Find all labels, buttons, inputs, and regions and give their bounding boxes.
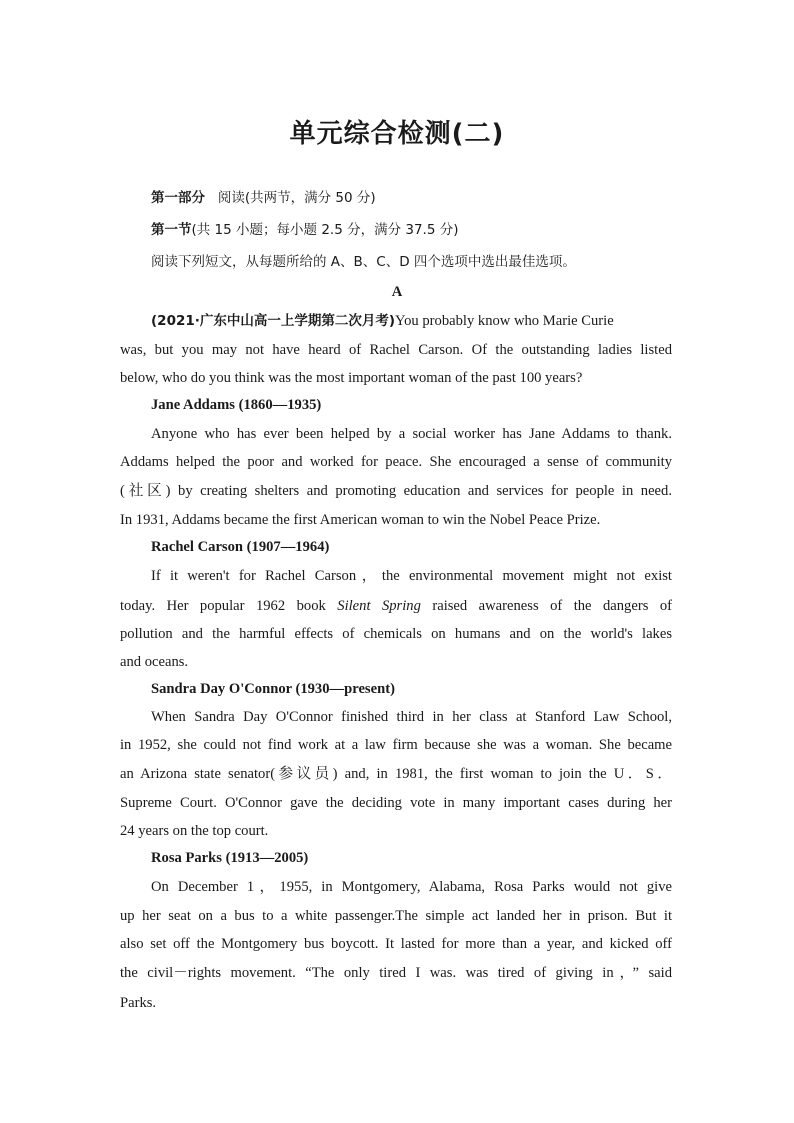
section-label: 第一节: [151, 222, 192, 238]
paragraph-line: the civil－rights movement. “The only tired I was. was tired of giving in，” said: [120, 965, 672, 981]
paragraph-line: Anyone who has ever been helped by a social worker has Jane Addams to thank.: [151, 426, 672, 442]
part-heading: [151, 188, 672, 208]
person-heading: Rachel Carson (1907—1964): [151, 539, 330, 555]
paragraph-line: Addams helped the poor and worked for peace. She encouraged a sense of community: [120, 454, 672, 470]
paragraph-line: Parks.: [120, 995, 157, 1011]
paragraph-line: in 1952, she could not find work at a law firm because she was a woman. She became: [120, 737, 672, 753]
paragraph-line: up her seat on a bus to a white passenger.The simple act landed her in prison. But it: [120, 908, 672, 924]
intro-line: was, but you may not have heard of Rachel Carson. Of the outstanding ladies listed: [120, 342, 672, 358]
paragraph-line: On December 1，1955, in Montgomery, Alabama, Rosa Parks would not give: [151, 879, 672, 895]
paragraph-line: When Sandra Day O'Connor finished third in her class at Stanford Law School,: [151, 709, 672, 725]
paragraph-line: today. Her popular 1962 book Silent Spring raised awareness of the dangers of: [120, 598, 672, 614]
paragraph-line: 24 years on the top court.: [120, 823, 269, 839]
instruction-text: 阅读下列短文，从每题所给的 A、B、C、D 四个选项中选出最佳选项。: [151, 254, 576, 270]
part-label: 第一部分: [151, 190, 205, 206]
page-title: 单元综合检测(二): [289, 119, 505, 149]
paragraph-line: also set off the Montgomery bus boycott. It lasted for more than a year, and kicked off: [120, 936, 672, 952]
person-heading: Sandra Day O'Connor (1930—present): [151, 681, 395, 697]
paragraph-line: Supreme Court. O'Connor gave the deciding vote in many important cases during her: [120, 795, 672, 811]
person-heading: Rosa Parks (1913—2005): [151, 850, 309, 866]
passage-label: A: [391, 284, 403, 300]
paragraph-line: If it weren't for Rachel Carson，the environmental movement might not exist: [151, 568, 672, 584]
book-title: Silent Spring: [337, 598, 421, 614]
person-heading: Jane Addams (1860—1935): [151, 397, 322, 413]
intro-line: (2021·广东中山高一上学期第二次月考)You probably know who Marie Curie: [151, 313, 614, 329]
paragraph-line: pollution and the harmful effects of chemicals on humans and on the world's lakes: [120, 626, 672, 642]
paragraph-line: (社区) by creating shelters and promoting education and services for people in need.: [120, 483, 672, 499]
intro-line: below, who do you think was the most important woman of the past 100 years?: [120, 370, 583, 386]
paragraph-line: an Arizona state senator(参议员) and, in 1981, the first woman to join the U．S．: [120, 766, 672, 782]
part-detail: 阅读(共两节，满分 50 分): [217, 190, 376, 206]
paragraph-line: In 1931, Addams became the first American woman to win the Nobel Peace Prize.: [120, 512, 601, 528]
section-detail: (共 15 小题；每小题 2.5 分，满分 37.5 分): [191, 222, 459, 238]
paragraph-line: and oceans.: [120, 654, 189, 670]
source-note: (2021·广东中山高一上学期第二次月考): [151, 313, 396, 329]
section-heading: [151, 220, 672, 240]
